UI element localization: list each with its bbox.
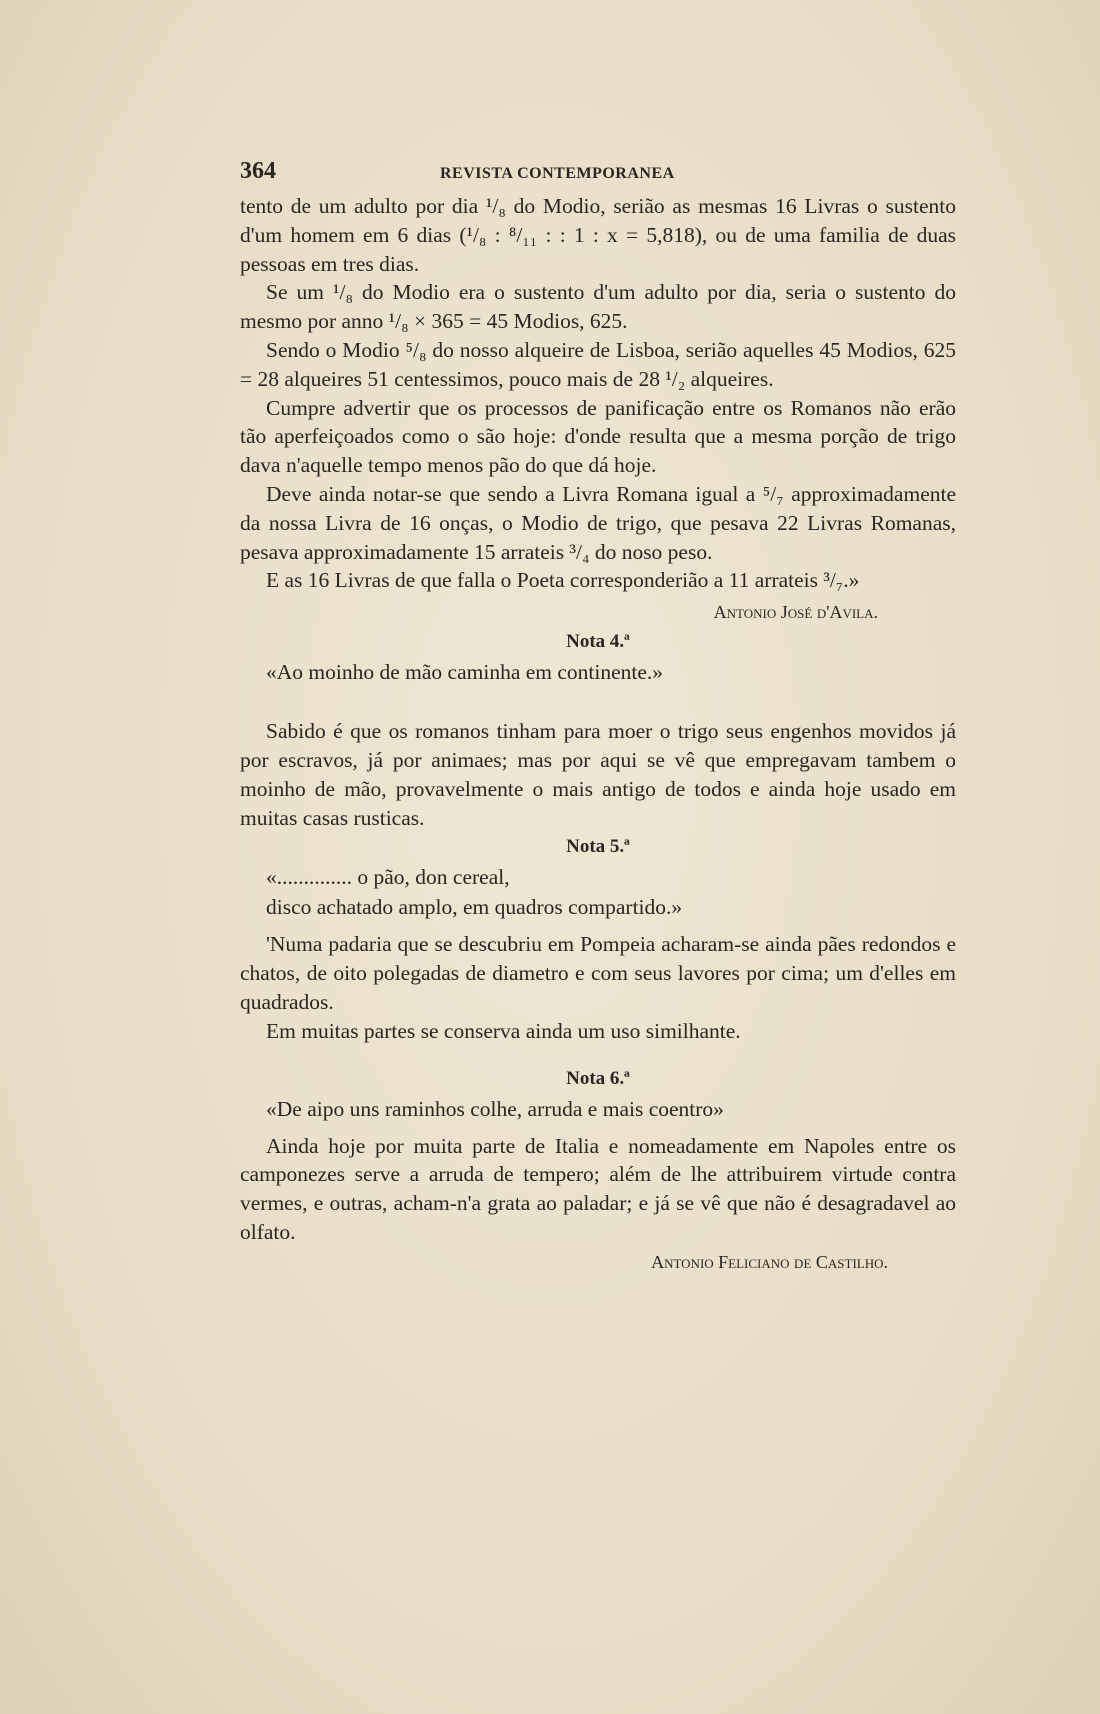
nota-6-quote: «De aipo uns raminhos colhe, arruda e mais coentro» (266, 1096, 724, 1121)
running-title: REVISTA CONTEMPORANEA (440, 165, 675, 182)
paragraph: E as 16 Livras de que falla o Poeta corresponderião a 11 arrateis ³/₇.» (266, 568, 860, 593)
signature: Antonio José d'Avila. (713, 602, 878, 623)
paragraph: Se um ¹/₈ do Modio era o sustento d'um adulto por dia, seria o sustento do mesmo por anno ¹/₈ × 365 = 45 Modios, 625. (240, 280, 956, 334)
paragraph: Sendo o Modio ⁵/₈ do nosso alqueire de Lisboa, serião aquelles 45 Modios, 625 = 28 alqueires 51 centessimos, pouco mais de 28 ¹/₂ alqueires. (240, 337, 956, 391)
nota-4-title: Nota 4.ª (566, 631, 630, 653)
nota-5-text: Em muitas partes se conserva ainda um uso similhante. (266, 1018, 741, 1043)
page-header (240, 158, 956, 192)
nota-5-title: Nota 5.ª (566, 836, 630, 858)
nota-5-quote-line-1: «.............. o pão, don cereal, (266, 865, 510, 890)
paragraph: tento de um adulto por dia ¹/₈ do Modio, serião as mesmas 16 Livras o sustento d'um homem em 6 dias (¹/₈ : ⁸/₁₁ : : 1 : x = 5,818), ou de uma familia de duas pessoas em tres dias. (240, 194, 956, 276)
paragraph: Cumpre advertir que os processos de panificação entre os Romanos não erão tão aperfeiçoados como o são hoje: d'onde resulta que a mesma porção de trigo dava n'aquelle tempo menos pão do que dá hoje. (240, 395, 956, 478)
page-content (240, 158, 956, 1277)
nota-5-quote-line-2: disco achatado amplo, em quadros compartido.» (266, 895, 683, 920)
page-number: 364 (240, 158, 276, 184)
nota-6-title: Nota 6.ª (566, 1067, 630, 1089)
nota-4-text: Sabido é que os romanos tinham para moer o trigo seus engenhos movidos já por escravos, já por animaes; mas por aqui se vê que empregavam tambem o moinho de mão, provavelmente o mais antigo de todos e ainda hoje usado em muitas casas rusticas. (240, 719, 956, 830)
nota-4-quote: «Ao moinho de mão caminha em continente.» (266, 660, 664, 685)
signature: Antonio Feliciano de Castilho. (651, 1251, 888, 1272)
paragraph: Deve ainda notar-se que sendo a Livra Romana igual a ⁵/₇ approximadamente da nossa Livra de 16 onças, o Modio de trigo, que pesava 22 Livras Romanas, pesava approximadamente 15 arrateis ³/₄ do noso peso. (240, 481, 956, 564)
nota-6-text: Ainda hoje por muita parte de Italia e nomeadamente em Napoles entre os camponezes serve a arruda de tempero; além de lhe attribuirem virtude contra vermes, e outras, acham-n'a grata ao paladar; e já se vê que não é desagradavel ao olfato. (240, 1133, 956, 1244)
nota-5-text: 'Numa padaria que se descubriu em Pompeia acharam-se ainda pães redondos e chatos, de oito polegadas de diametro e com seus lavores por cima; um d'elles em quadrados. (240, 932, 956, 1014)
